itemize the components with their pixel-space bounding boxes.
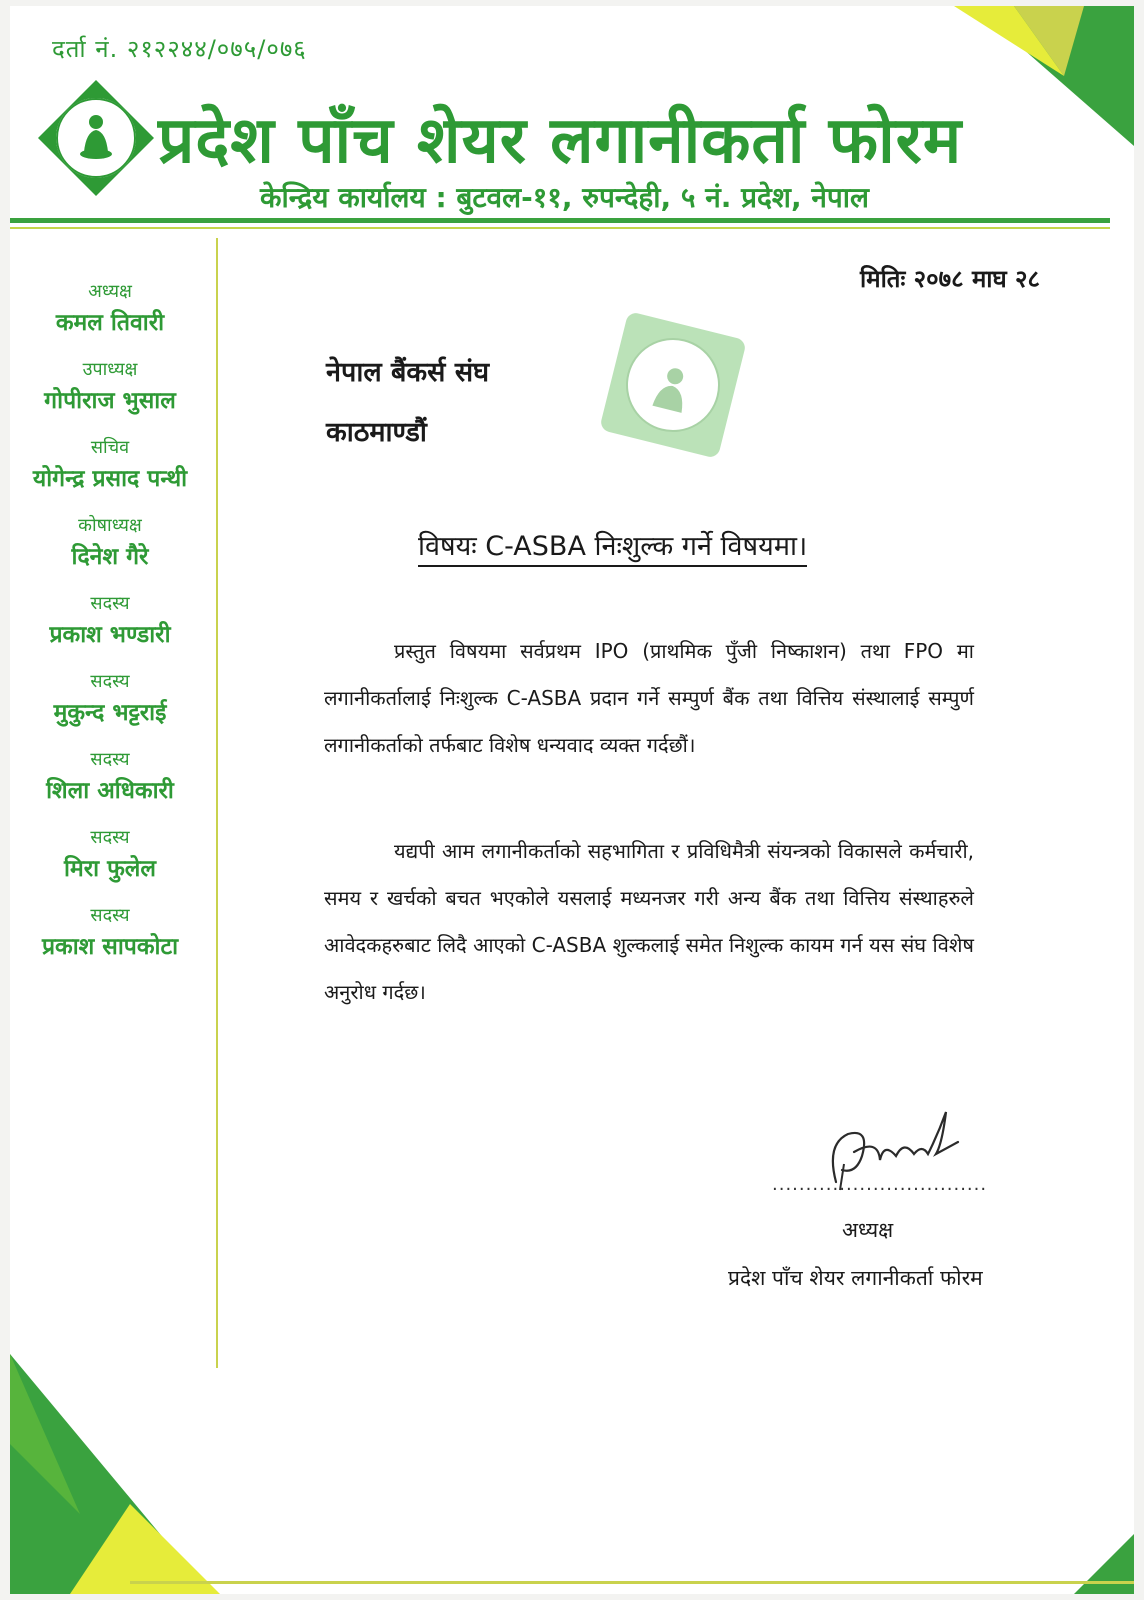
member-role: सदस्य — [90, 671, 130, 692]
org-name: प्रदेश पाँच शेयर लगानीकर्ता फोरम — [158, 104, 963, 178]
corner-decoration-bottom-left — [10, 1354, 220, 1594]
member-role: सदस्य — [90, 905, 130, 926]
member-name: गोपीराज भुसाल — [44, 388, 176, 414]
registration-number: दर्ता नं. २१२२४४/०७५/०७६ — [52, 35, 307, 63]
committee-member — [10, 434, 210, 512]
member-role: अध्यक्ष — [88, 281, 132, 302]
member-name: प्रकाश सापकोटा — [41, 934, 179, 960]
committee-member — [10, 824, 210, 902]
letter-page — [10, 6, 1134, 1594]
letter-paragraph: प्रस्तुत विषयमा सर्वप्रथम IPO (प्राथमिक पुँजी निष्काशन) तथा FPO मा लगानीकर्तालाई निःशुल्क C-ASBA प्रदान गर्ने सम्पुर्ण बैंक तथा वित्तिय संस्थालाई सम्पुर्ण लगानीकर्ताको तर्फबाट विशेष धन्यवाद व्यक्त गर्दछौं। — [324, 639, 974, 757]
official-stamp — [598, 310, 748, 460]
member-role: कोषाध्यक्ष — [78, 515, 142, 536]
header-divider — [10, 218, 1110, 223]
signature-line: ................................ — [772, 1174, 988, 1195]
committee-member — [10, 746, 210, 824]
org-logo — [34, 76, 158, 200]
member-role: सदस्य — [90, 749, 130, 770]
footer-line — [130, 1581, 1134, 1584]
letter-paragraph: यद्यपी आम लगानीकर्ताको सहभागिता र प्रविधिमैत्री संयन्त्रको विकासले कर्मचारी, समय र खर्चको बचत भएकोले यसलाई मध्यनजर गरी अन्य बैंक तथा वित्तिय संस्थाहरुले आवेदकहरुबाट लिदै आएको C-ASBA शुल्कलाई समेत निशुल्क कायम गर्न यस संघ विशेष अनुरोध गर्दछ। — [324, 839, 974, 1004]
committee-member — [10, 590, 210, 668]
signatory-org: प्रदेश पाँच शेयर लगानीकर्ता फोरम — [728, 1266, 983, 1290]
org-address: केन्द्रिय कार्यालय : बुटवल-११, रुपन्देही, ५ नं. प्रदेश, नेपाल — [260, 181, 870, 214]
member-role: सदस्य — [90, 593, 130, 614]
letter-date: मितिः २०७८ माघ २८ — [860, 265, 1041, 293]
member-name: प्रकाश भण्डारी — [49, 622, 171, 648]
member-name: कमल तिवारी — [55, 310, 165, 336]
corner-decoration-bottom-right — [1064, 1534, 1134, 1594]
committee-member — [10, 668, 210, 746]
member-role: उपाध्यक्ष — [82, 359, 138, 380]
committee-member — [10, 902, 210, 980]
recipient-city: काठमाण्डौं — [326, 417, 427, 448]
committee-list — [10, 278, 210, 980]
signatory-title: अध्यक्ष — [842, 1218, 894, 1242]
sidebar-divider — [216, 238, 218, 1368]
member-name: मुकुन्द भट्टराई — [53, 700, 167, 726]
member-name: दिनेश गैरे — [71, 544, 149, 570]
header-divider-accent — [10, 227, 1110, 229]
member-name: मिरा फुलेल — [63, 856, 156, 882]
committee-member — [10, 512, 210, 590]
recipient-name: नेपाल बैंकर्स संघ — [326, 357, 490, 388]
member-name: योगेन्द्र प्रसाद पन्थी — [32, 466, 188, 492]
letter-subject: विषयः C-ASBA निःशुल्क गर्ने विषयमा। — [418, 526, 807, 567]
committee-member — [10, 356, 210, 434]
committee-member — [10, 278, 210, 356]
member-name: शिला अधिकारी — [46, 778, 174, 804]
member-role: सचिव — [90, 437, 130, 458]
member-role: सदस्य — [90, 827, 130, 848]
